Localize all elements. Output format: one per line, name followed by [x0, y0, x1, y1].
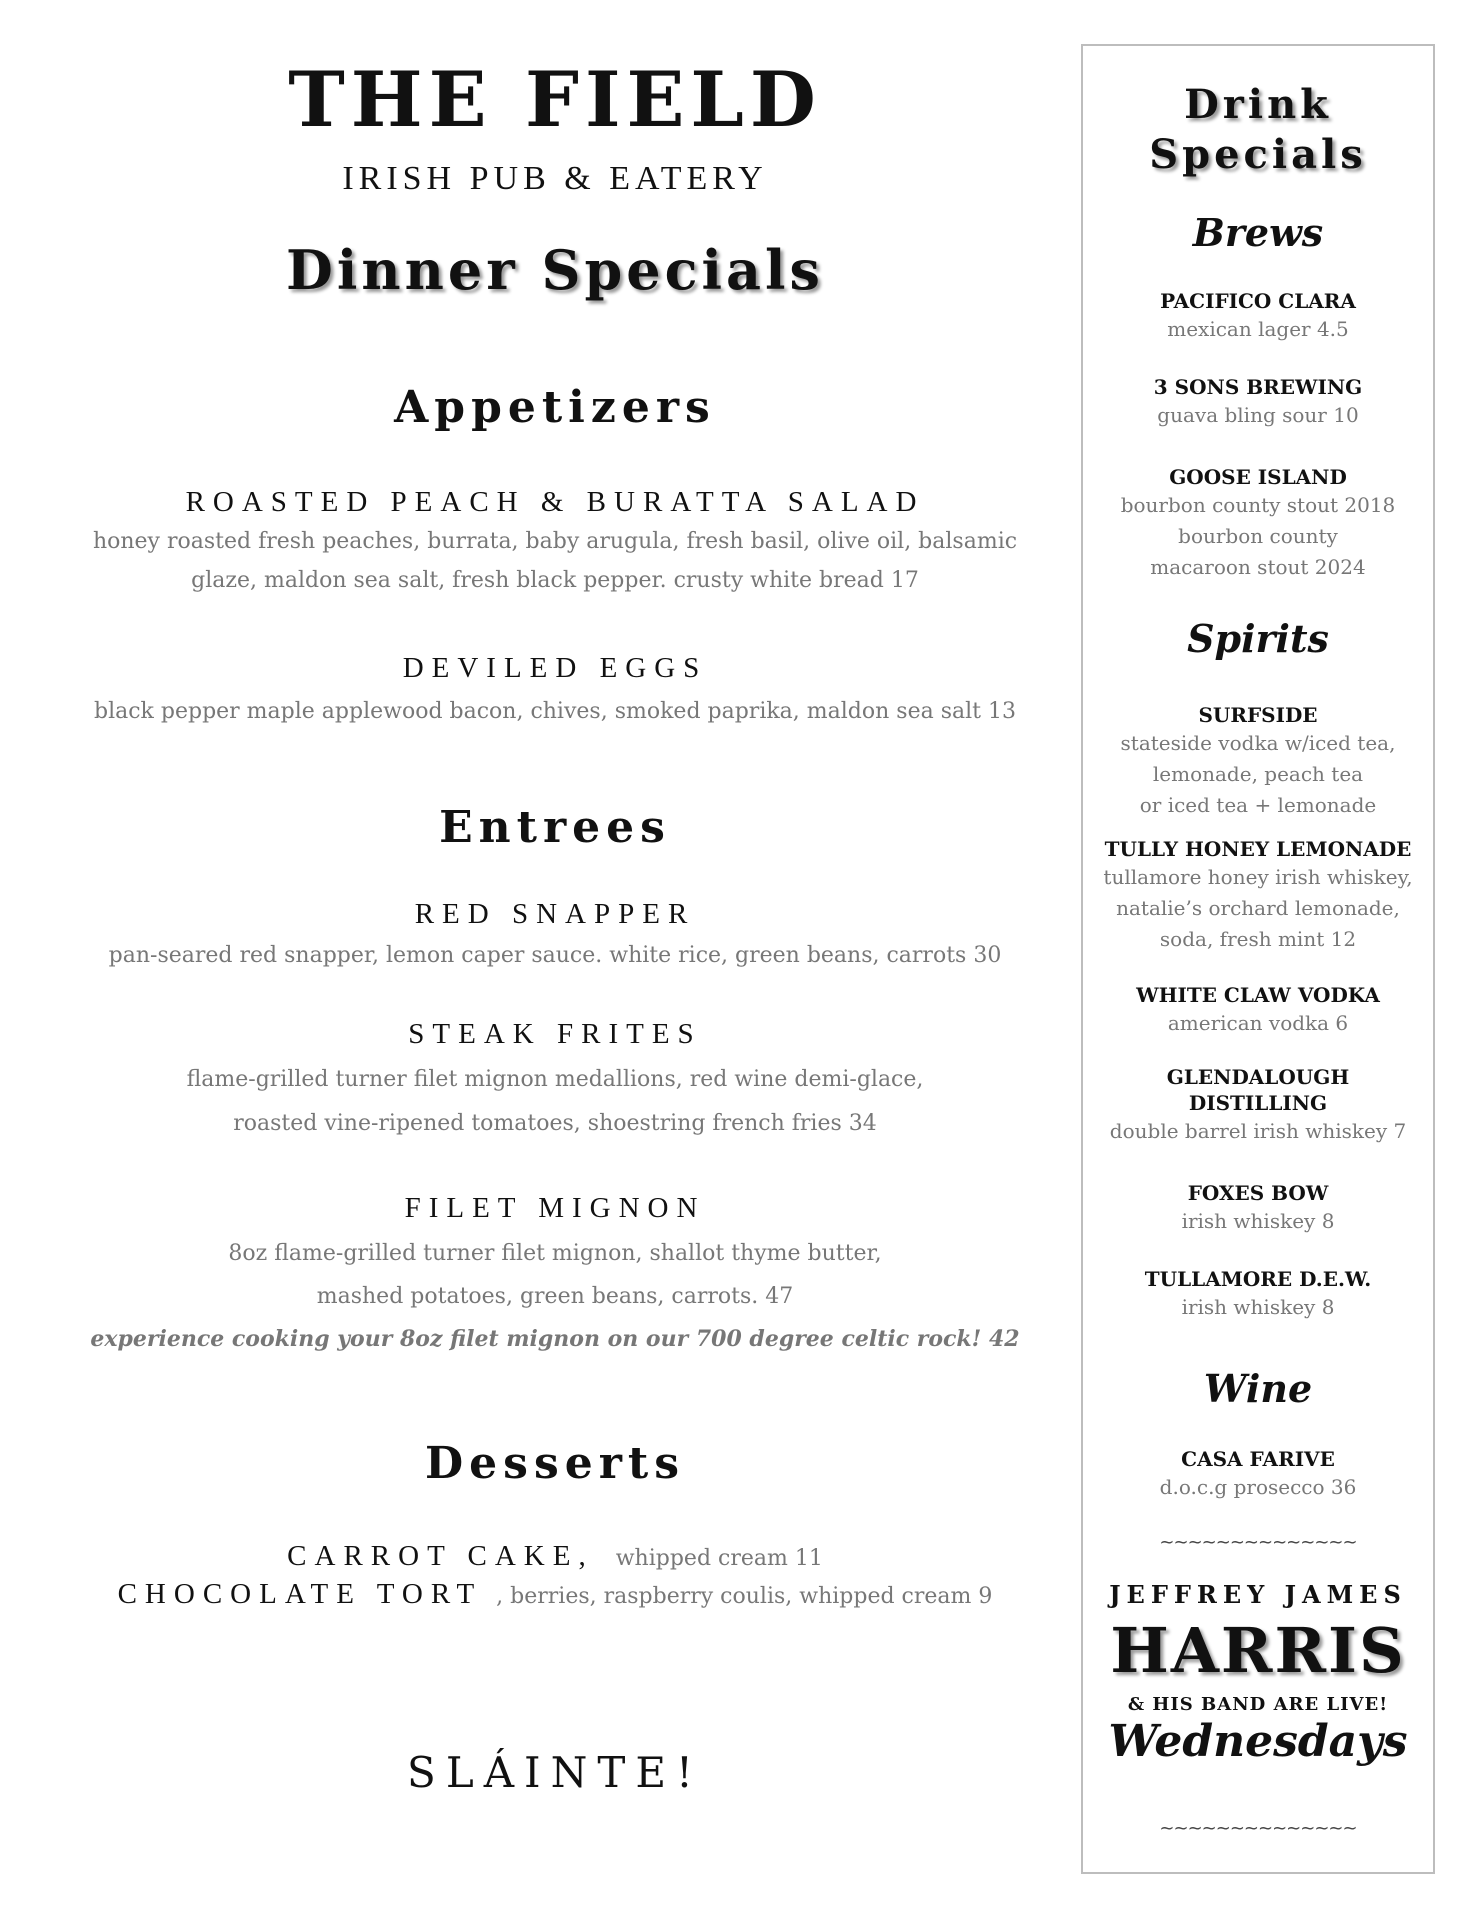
drink-item: [1083, 836, 1433, 955]
drink-description: american vodka 6: [1167, 1011, 1349, 1035]
dish-name: RED SNAPPER: [414, 898, 696, 930]
drink-description: double barrel irish whiskey 7: [1109, 1119, 1407, 1143]
drink-description: or iced tea + lemonade: [1139, 793, 1377, 817]
drink-name: PACIFICO CLARA: [1160, 289, 1356, 313]
dessert-name: CHOCOLATE TORT: [117, 1578, 483, 1610]
drink-description: stateside vodka w/iced tea,: [1120, 731, 1396, 755]
dish-description: pan-seared red snapper, lemon caper sauce. white rice, green beans, carrots 30: [108, 943, 1002, 968]
drink-specials-title: [1083, 80, 1433, 180]
drink-title-line: Drink: [1184, 81, 1332, 128]
decorative-divider: ~~~~~~~~~~~~~~: [1159, 1532, 1357, 1553]
closing-toast: SLÁINTE!: [407, 1748, 703, 1797]
event-performer-last: HARRIS: [1110, 1614, 1406, 1687]
page-title: Dinner Specials: [286, 238, 824, 302]
drink-name: SURFSIDE: [1198, 703, 1318, 727]
drink-description: macaroon stout 2024: [1150, 555, 1366, 579]
drink-description: mexican lager 4.5: [1167, 317, 1349, 341]
drink-description: irish whiskey 8: [1181, 1209, 1335, 1233]
dessert-description: whipped cream 11: [615, 1546, 823, 1571]
drink-description: bourbon county stout 2018: [1120, 493, 1396, 517]
drink-name: TULLY HONEY LEMONADE: [1104, 837, 1412, 861]
drink-item: [1083, 702, 1433, 821]
drink-item: [1083, 1180, 1433, 1237]
drink-name: GOOSE ISLAND: [1169, 465, 1347, 489]
dish-name: FILET MIGNON: [404, 1192, 706, 1224]
drink-name: TULLAMORE D.E.W.: [1144, 1267, 1372, 1291]
drink-specials-panel: [1081, 44, 1435, 1874]
drink-item: [1083, 288, 1433, 345]
category-heading-wine: Wine: [1203, 1366, 1313, 1411]
section-heading-desserts: Desserts: [425, 1438, 685, 1489]
dish-description: roasted vine-ripened tomatoes, shoestring french fries 34: [233, 1111, 877, 1136]
section-heading-entrees: Entrees: [439, 802, 671, 853]
dessert-description: , berries, raspberry coulis, whipped cream 9: [496, 1584, 993, 1609]
dish-description: mashed potatoes, green beans, carrots. 47: [316, 1284, 794, 1309]
category-heading-spirits: Spirits: [1187, 616, 1329, 661]
celtic-rock-callout: experience cooking your 8oz filet mignon on our 700 degree celtic rock! 42: [90, 1326, 1020, 1352]
drink-description: tullamore honey irish whiskey,: [1103, 865, 1413, 889]
event-day: Wednesdays: [1108, 1716, 1408, 1767]
event-performer-first: JEFFREY JAMES: [1109, 1580, 1407, 1609]
drink-description: natalie’s orchard lemonade,: [1116, 896, 1400, 920]
decorative-divider: ~~~~~~~~~~~~~~: [1159, 1818, 1357, 1839]
drink-description: soda, fresh mint 12: [1159, 927, 1357, 951]
drink-item: [1083, 982, 1433, 1039]
dish-name: DEVILED EGGS: [402, 652, 708, 684]
drink-description: bourbon county: [1178, 524, 1338, 548]
drink-item: [1083, 1446, 1433, 1503]
dish-description: glaze, maldon sea salt, fresh black pepper. crusty white bread 17: [191, 568, 919, 593]
drink-item: [1083, 374, 1433, 431]
dessert-name: CARROT CAKE,: [287, 1540, 594, 1572]
dinner-specials-column: [40, 0, 1070, 1920]
pub-logo: THE FIELD: [288, 55, 822, 144]
drink-description: irish whiskey 8: [1181, 1295, 1335, 1319]
drink-description: lemonade, peach tea: [1152, 762, 1364, 786]
dessert-item: [40, 1540, 1070, 1573]
drink-name: GLENDALOUGH: [1166, 1065, 1350, 1089]
drink-item: [1083, 1266, 1433, 1323]
dessert-item: [40, 1578, 1070, 1611]
dish-description: 8oz flame-grilled turner filet mignon, shallot thyme butter,: [228, 1241, 882, 1266]
drink-name: 3 SONS BREWING: [1153, 375, 1363, 399]
dish-name: ROASTED PEACH & BURATTA SALAD: [185, 486, 925, 518]
dish-description: black pepper maple applewood bacon, chives, smoked paprika, maldon sea salt 13: [94, 699, 1016, 724]
dish-description: honey roasted fresh peaches, burrata, baby arugula, fresh basil, olive oil, balsamic: [92, 529, 1018, 554]
drink-item: [1083, 1064, 1433, 1147]
category-heading-brews: Brews: [1192, 210, 1324, 255]
drink-description: guava bling sour 10: [1157, 403, 1359, 427]
drink-title-line: Specials: [1149, 131, 1367, 178]
drink-item: [1083, 464, 1433, 583]
event-band-note: & HIS BAND ARE LIVE!: [1127, 1694, 1389, 1715]
section-heading-appetizers: Appetizers: [394, 382, 716, 433]
drink-name: DISTILLING: [1188, 1091, 1328, 1115]
drink-name: WHITE CLAW VODKA: [1136, 983, 1380, 1007]
drink-name: CASA FARIVE: [1181, 1447, 1335, 1471]
dish-description: flame-grilled turner filet mignon medallions, red wine demi-glace,: [186, 1067, 924, 1092]
drink-name: FOXES BOW: [1187, 1181, 1329, 1205]
drink-description: d.o.c.g prosecco 36: [1159, 1475, 1357, 1499]
pub-subtitle: IRISH PUB & EATERY: [342, 160, 768, 197]
dish-name: STEAK FRITES: [408, 1018, 702, 1050]
